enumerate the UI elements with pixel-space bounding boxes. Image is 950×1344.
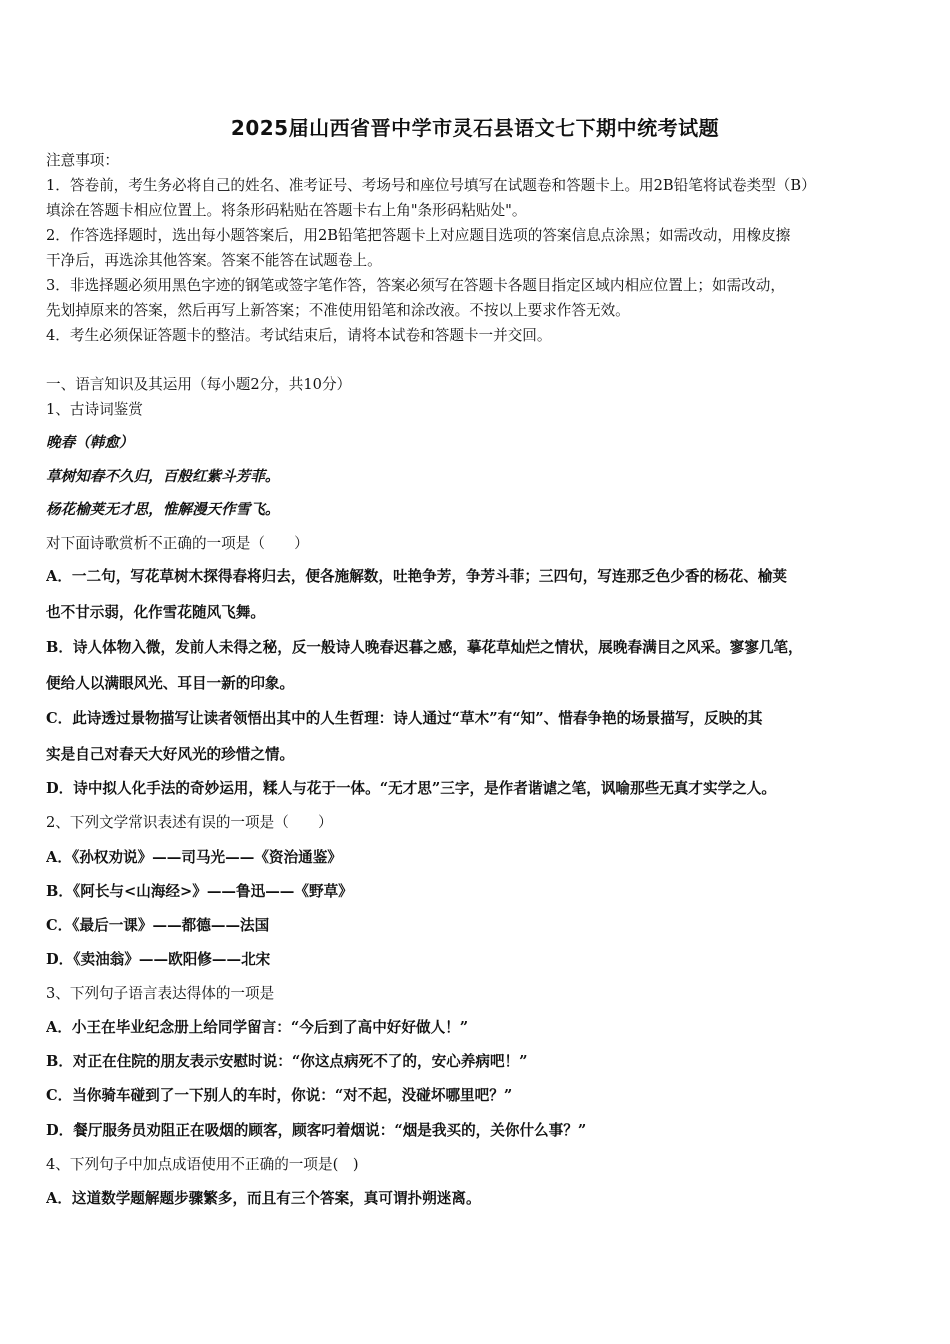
poem-line: 杨花榆荚无才思，惟解漫天作雪飞。 <box>46 501 280 518</box>
q3-option-b: B．对正在住院的朋友表示安慰时说：“你这点病死不了的，安心养病吧！” <box>46 1053 528 1070</box>
notice-line: 3．非选择题必须用黑色字迹的钢笔或签字笔作答，答案必须写在答题卡各题目指定区域内相应位置上；如需改动， <box>46 277 785 294</box>
q2-option-a: A．《孙权劝说》——司马光——《资治通鉴》 <box>46 849 342 866</box>
q1-option-b-cont: 便给人以满眼风光、耳目一新的印象。 <box>46 675 295 692</box>
notice-line: 2．作答选择题时，选出每小题答案后，用2B铅笔把答题卡上对应题目选项的答案信息点涂黑；如需改动，用橡皮擦 <box>46 227 791 244</box>
notice-heading: 注意事项： <box>46 152 119 169</box>
q1-option-b: B．诗人体物入微，发前人未得之秘，反一般诗人晚春迟暮之感，摹花草灿烂之情状，展晚春满目之风采。寥寥几笔， <box>46 639 803 656</box>
poem-title: 晚春（韩愈） <box>46 434 134 451</box>
notice-line: 干净后，再选涂其他答案。答案不能答在试题卷上。 <box>46 252 382 269</box>
notice-line: 先划掉原来的答案，然后再写上新答案；不准使用铅笔和涂改液。不按以上要求作答无效。 <box>46 302 630 319</box>
q4-option-a: A．这道数学题解题步骤繁多，而且有三个答案，真可谓扑朔迷离。 <box>46 1190 481 1207</box>
notice-line: 1．答卷前，考生务必将自己的姓名、准考证号、考场号和座位号填写在试题卷和答题卡上。用2B铅笔将试卷类型（B） <box>46 177 816 194</box>
q1-option-c-cont: 实是自己对春天大好风光的珍惜之情。 <box>46 746 295 763</box>
notice-line: 4．考生必须保证答题卡的整洁。考试结束后，请将本试卷和答题卡一并交回。 <box>46 327 552 344</box>
q1-option-d: D．诗中拟人化手法的奇妙运用，糅人与花于一体。“无才思”三字，是作者谐谑之笔，讽喻那些无真才实学之人。 <box>46 780 776 797</box>
q1-option-c: C．此诗透过景物描写让读者领悟出其中的人生哲理：诗人通过“草木”有“知”、惜春争艳的场景描写，反映的其 <box>46 710 763 727</box>
q3-option-c: C．当你骑车碰到了一下别人的车时，你说：“对不起，没碰坏哪里吧？” <box>46 1087 513 1104</box>
q3-option-d: D．餐厅服务员劝阻正在吸烟的顾客，顾客叼着烟说：“烟是我买的，关你什么事？” <box>46 1122 587 1139</box>
section-heading: 一、语言知识及其运用（每小题2分，共10分） <box>46 376 352 393</box>
question-3-header: 3、下列句子语言表达得体的一项是 <box>46 985 275 1002</box>
poem-line: 草树知春不久归，百般红紫斗芳菲。 <box>46 468 280 485</box>
question-1-stem: 对下面诗歌赏析不正确的一项是（ ） <box>46 535 309 552</box>
question-4-header: 4、下列句子中加点成语使用不正确的一项是( ) <box>46 1156 359 1173</box>
question-2-header: 2、下列文学常识表述有误的一项是（ ） <box>46 814 333 831</box>
question-1-header: 1、古诗词鉴赏 <box>46 401 143 418</box>
q2-option-b: B．《阿长与<山海经>》——鲁迅——《野草》 <box>46 883 353 900</box>
notice-line: 填涂在答题卡相应位置上。将条形码粘贴在答题卡右上角"条形码粘贴处"。 <box>46 202 527 219</box>
q2-option-d: D．《卖油翁》——欧阳修——北宋 <box>46 951 271 968</box>
q2-option-c: C．《最后一课》——都德——法国 <box>46 917 270 934</box>
q3-option-a: A．小王在毕业纪念册上给同学留言：“今后到了高中好好做人！” <box>46 1019 469 1036</box>
q1-option-a-cont: 也不甘示弱，化作雪花随风飞舞。 <box>46 604 265 621</box>
exam-title: 2025届山西省晋中学市灵石县语文七下期中统考试题 <box>230 116 720 140</box>
q1-option-a: A．一二句，写花草树木探得春将归去，便各施解数，吐艳争芳，争芳斗菲；三四句，写连那乏色少香的杨花、榆荚 <box>46 568 788 585</box>
